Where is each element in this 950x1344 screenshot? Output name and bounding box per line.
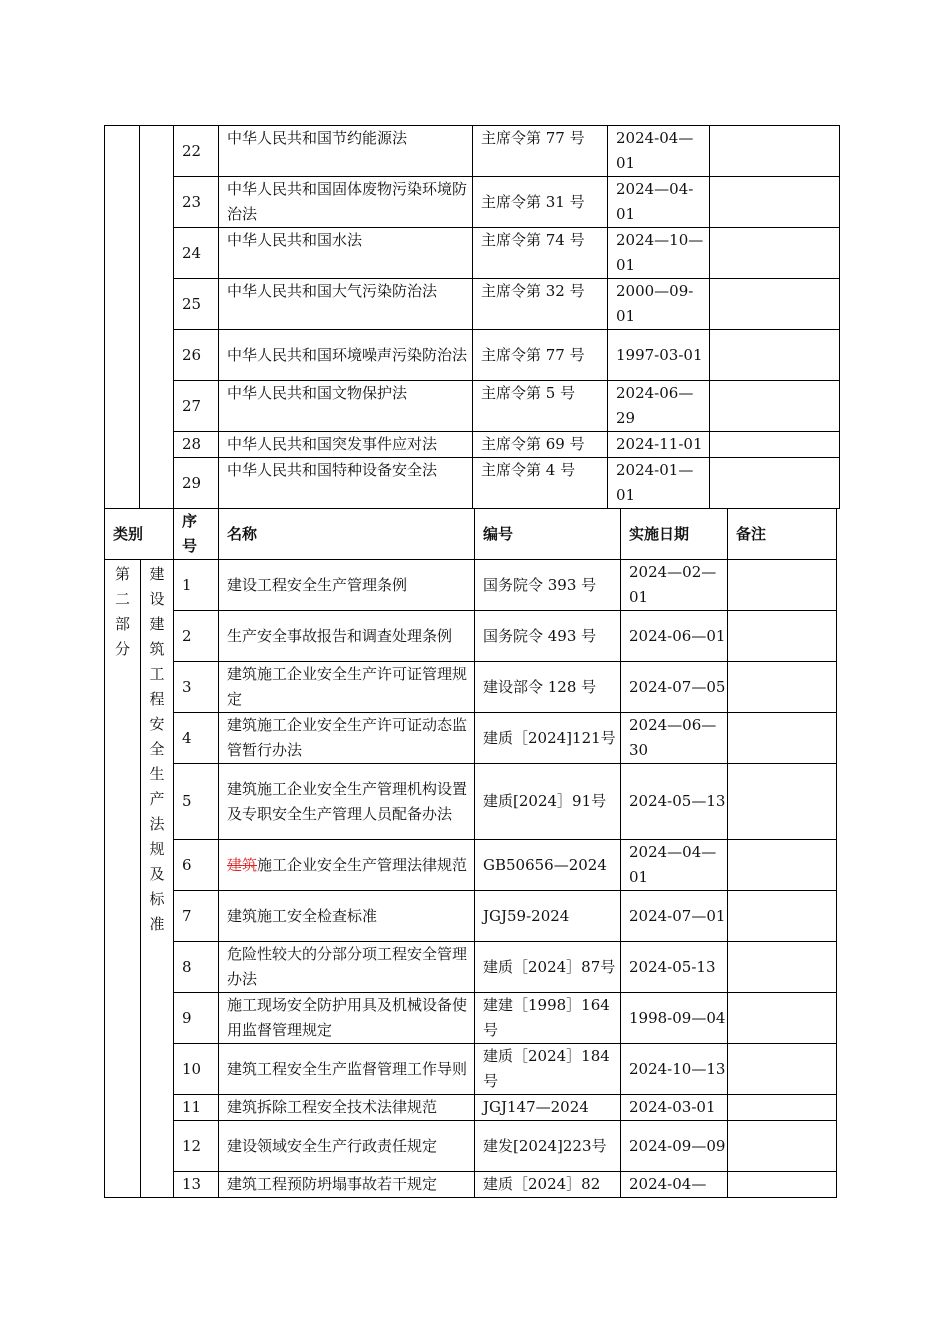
date-cell: 2024-10—13 (621, 1044, 728, 1095)
seq-cell: 29 (174, 458, 219, 509)
code-cell: 主席令第 31 号 (473, 177, 608, 228)
subcategory-cell (140, 126, 174, 509)
table-row (105, 891, 837, 942)
header-seq: 序号 (174, 509, 219, 560)
table-row (105, 662, 837, 713)
date-cell: 2000—09-01 (608, 279, 710, 330)
code-cell: 建设部令 128 号 (475, 662, 621, 713)
header-name: 名称 (219, 509, 475, 560)
date-cell: 2024-06—01 (621, 611, 728, 662)
date-cell: 2024-03-01 (621, 1095, 728, 1121)
note-cell (728, 993, 837, 1044)
name-cell: 中华人民共和国水法 (219, 228, 473, 279)
code-cell: 主席令第 77 号 (473, 126, 608, 177)
name-cell: 建筑施工企业安全生产许可证管理规定 (219, 662, 475, 713)
name-cell: 中华人民共和国固体废物污染环境防治法 (219, 177, 473, 228)
table-row (105, 432, 840, 458)
law-table-part2 (104, 508, 837, 1198)
name-cell: 生产安全事故报告和调查处理条例 (219, 611, 475, 662)
name-cell: 中华人民共和国节约能源法 (219, 126, 473, 177)
code-cell: 建质［2024]121号 (475, 713, 621, 764)
date-cell: 2024-05—13 (621, 764, 728, 840)
table-row (105, 1172, 837, 1198)
note-cell (710, 279, 840, 330)
name-cell: 建筑拆除工程安全技术法律规范 (219, 1095, 475, 1121)
name-cell: 建筑施工企业安全生产许可证动态监管暂行办法 (219, 713, 475, 764)
note-cell (710, 458, 840, 509)
seq-cell: 10 (174, 1044, 219, 1095)
date-cell: 1998-09—04 (621, 993, 728, 1044)
seq-cell: 5 (174, 764, 219, 840)
seq-cell: 26 (174, 330, 219, 381)
category-cell (105, 126, 140, 509)
date-cell: 2024—04—01 (621, 840, 728, 891)
seq-cell: 1 (174, 560, 219, 611)
struck-text: 建筑 (227, 855, 258, 874)
code-cell: 建质［2024］82 (475, 1172, 621, 1198)
table-row (105, 1044, 837, 1095)
header-category: 类别 (105, 509, 174, 560)
note-cell (728, 611, 837, 662)
name-cell: 建筑工程预防坍塌事故若干规定 (219, 1172, 475, 1198)
code-cell: 主席令第 5 号 (473, 381, 608, 432)
date-cell: 2024—10—01 (608, 228, 710, 279)
table-row (105, 177, 840, 228)
note-cell (728, 713, 837, 764)
code-cell: 建质[2024］91号 (475, 764, 621, 840)
table-row (105, 1095, 837, 1121)
seq-cell: 9 (174, 993, 219, 1044)
section-label: 第二部分 (114, 565, 130, 658)
date-cell: 1997-03-01 (608, 330, 710, 381)
note-cell (710, 432, 840, 458)
code-cell: 主席令第 32 号 (473, 279, 608, 330)
name-cell: 建设工程安全生产管理条例 (219, 560, 475, 611)
date-cell: 2024-05-13 (621, 942, 728, 993)
table-row (105, 126, 840, 177)
name-cell: 中华人民共和国文物保护法 (219, 381, 473, 432)
code-cell: 建质［2024］87号 (475, 942, 621, 993)
note-cell (728, 840, 837, 891)
name-cell: 建设领域安全生产行政责任规定 (219, 1121, 475, 1172)
seq-cell: 11 (174, 1095, 219, 1121)
section-cell (105, 560, 141, 1198)
code-cell: JGJ59-2024 (475, 891, 621, 942)
code-cell: 主席令第 4 号 (473, 458, 608, 509)
name-cell: 中华人民共和国特种设备安全法 (219, 458, 473, 509)
seq-cell: 6 (174, 840, 219, 891)
date-cell: 2024-07—05 (621, 662, 728, 713)
law-table-part1-body (105, 126, 840, 509)
seq-cell: 22 (174, 126, 219, 177)
code-cell: 主席令第 77 号 (473, 330, 608, 381)
date-cell: 2024-11-01 (608, 432, 710, 458)
table-row (105, 560, 837, 611)
seq-cell: 24 (174, 228, 219, 279)
code-cell: GB50656—2024 (475, 840, 621, 891)
code-cell: 主席令第 69 号 (473, 432, 608, 458)
code-cell: 建建［1998］164号 (475, 993, 621, 1044)
seq-cell: 25 (174, 279, 219, 330)
note-cell (710, 126, 840, 177)
name-cell: 施工现场安全防护用具及机械设备使用监督管理规定 (219, 993, 475, 1044)
note-cell (728, 764, 837, 840)
date-cell: 2024-07—01 (621, 891, 728, 942)
table-row (105, 381, 840, 432)
header-date: 实施日期 (621, 509, 728, 560)
note-cell (728, 1121, 837, 1172)
date-cell: 2024—02—01 (621, 560, 728, 611)
date-cell: 2024-01—01 (608, 458, 710, 509)
table-row (105, 713, 837, 764)
date-cell: 2024-09—09 (621, 1121, 728, 1172)
date-cell: 2024—06—30 (621, 713, 728, 764)
seq-cell: 13 (174, 1172, 219, 1198)
code-cell: 国务院令 393 号 (475, 560, 621, 611)
seq-cell: 8 (174, 942, 219, 993)
seq-cell: 23 (174, 177, 219, 228)
table-row (105, 942, 837, 993)
table-row (105, 1121, 837, 1172)
seq-cell: 28 (174, 432, 219, 458)
code-cell: 建质［2024］184号 (475, 1044, 621, 1095)
date-cell: 2024-06—29 (608, 381, 710, 432)
name-text: 施工企业安全生产管理法律规范 (257, 855, 468, 874)
law-table-part1 (104, 125, 840, 509)
note-cell (710, 330, 840, 381)
code-cell: 主席令第 74 号 (473, 228, 608, 279)
note-cell (728, 662, 837, 713)
table-row (105, 228, 840, 279)
seq-cell: 12 (174, 1121, 219, 1172)
header-code: 编号 (475, 509, 621, 560)
seq-cell: 27 (174, 381, 219, 432)
table-header-row (105, 509, 837, 560)
name-cell: 危险性较大的分部分项工程安全管理办法 (219, 942, 475, 993)
name-cell: 中华人民共和国环境噪声污染防治法 (219, 330, 473, 381)
seq-cell: 4 (174, 713, 219, 764)
subsection-label: 建设建筑工程安全生产法规及标准 (149, 565, 165, 933)
name-cell: 建筑施工安全检查标准 (219, 891, 475, 942)
name-cell: 建筑工程安全生产监督管理工作导则 (219, 1044, 475, 1095)
note-cell (728, 1044, 837, 1095)
note-cell (728, 891, 837, 942)
name-cell (219, 840, 475, 891)
name-cell: 建筑施工企业安全生产管理机构设置及专职安全生产管理人员配备办法 (219, 764, 475, 840)
seq-cell: 7 (174, 891, 219, 942)
code-cell: JGJ147—2024 (475, 1095, 621, 1121)
table-row (105, 764, 837, 840)
note-cell (710, 228, 840, 279)
note-cell (728, 942, 837, 993)
note-cell (710, 177, 840, 228)
table-row (105, 279, 840, 330)
note-cell (710, 381, 840, 432)
table-row (105, 330, 840, 381)
name-cell: 中华人民共和国突发事件应对法 (219, 432, 473, 458)
seq-cell: 2 (174, 611, 219, 662)
seq-cell: 3 (174, 662, 219, 713)
code-cell: 国务院令 493 号 (475, 611, 621, 662)
date-cell: 2024—04-01 (608, 177, 710, 228)
table-row (105, 458, 840, 509)
name-cell: 中华人民共和国大气污染防治法 (219, 279, 473, 330)
date-cell: 2024-04— (621, 1172, 728, 1198)
date-cell: 2024-04—01 (608, 126, 710, 177)
code-cell: 建发[2024]223号 (475, 1121, 621, 1172)
note-cell (728, 560, 837, 611)
note-cell (728, 1172, 837, 1198)
note-cell (728, 1095, 837, 1121)
header-note: 备注 (728, 509, 837, 560)
table-row (105, 840, 837, 891)
table-row (105, 611, 837, 662)
table-row (105, 993, 837, 1044)
subsection-cell (141, 560, 174, 1198)
